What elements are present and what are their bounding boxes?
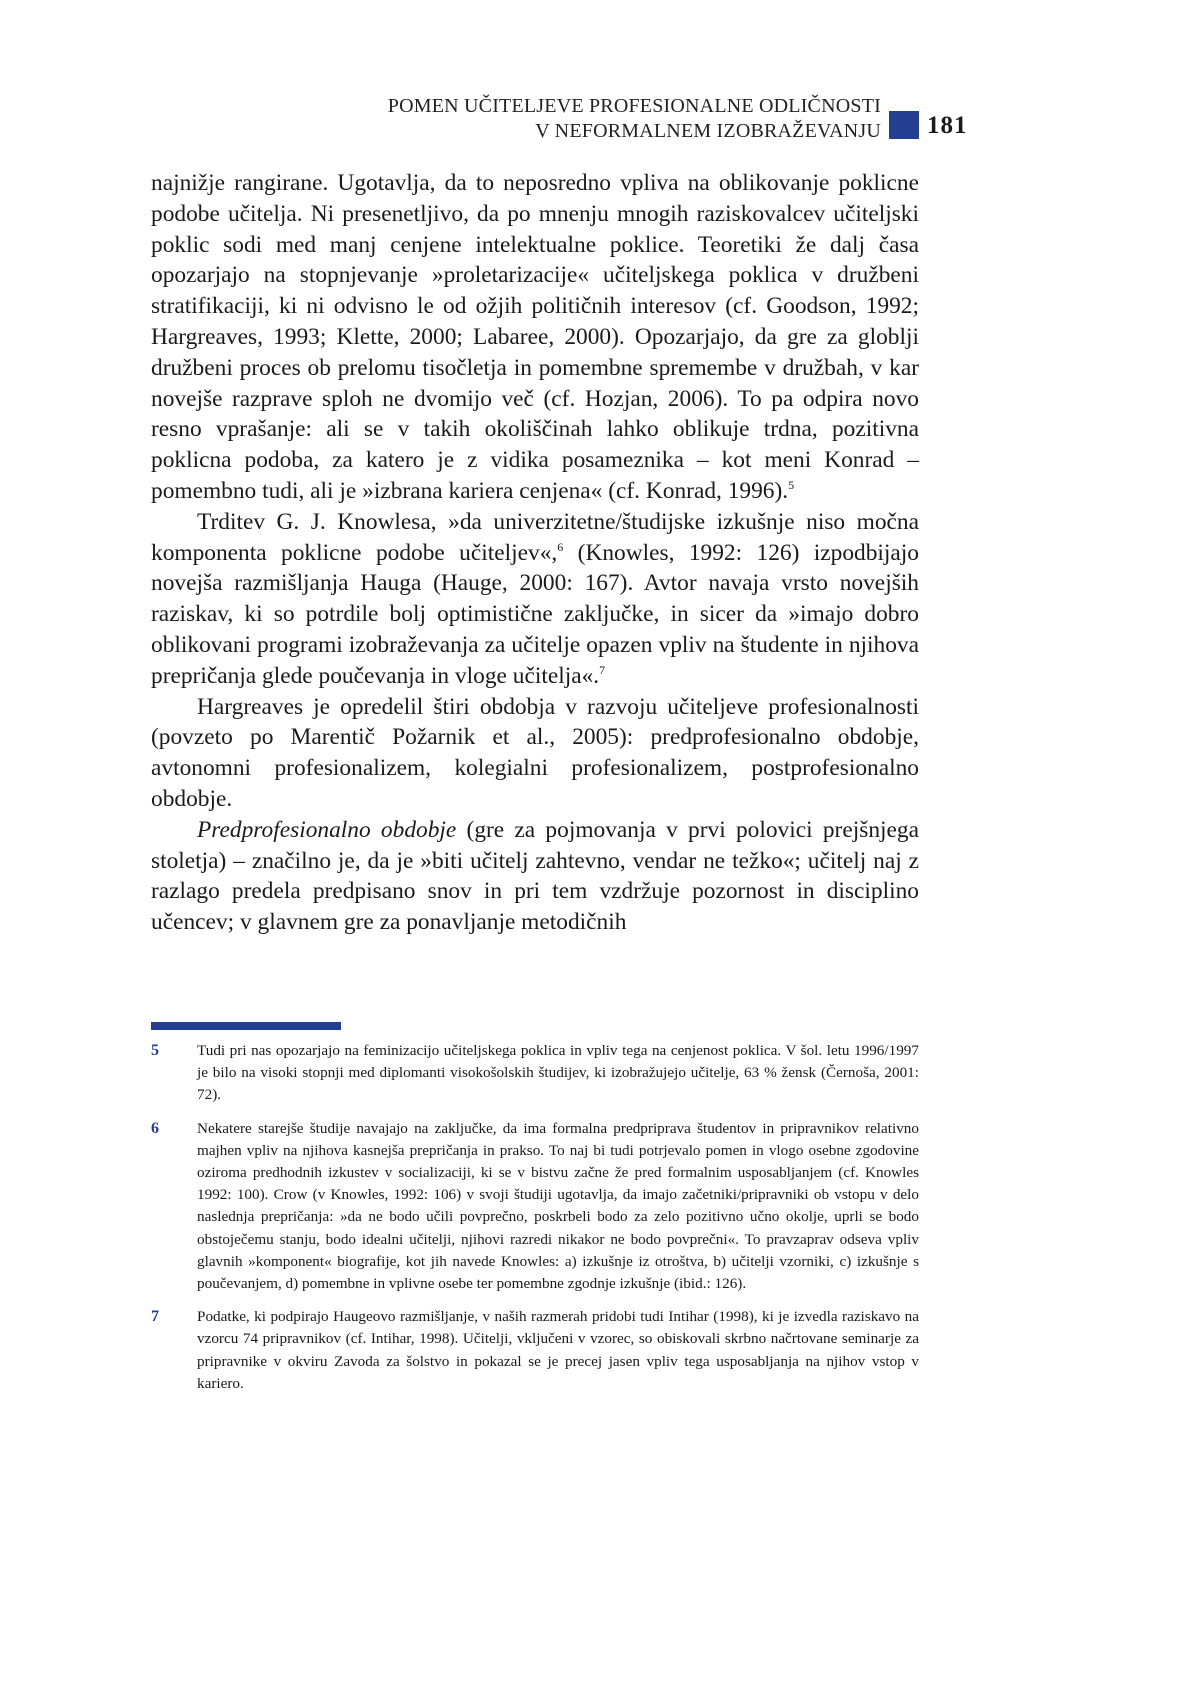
footnote-7 bbox=[151, 1306, 919, 1395]
header-accent-square bbox=[889, 111, 919, 139]
footnote-ref-6[interactable]: 6 bbox=[557, 539, 564, 554]
running-header-line-2: V NEFORMALNEM IZOBRAŽEVANJU bbox=[535, 120, 881, 142]
footnote-ref-5[interactable]: 5 bbox=[788, 477, 795, 492]
footnote-5 bbox=[151, 1040, 919, 1107]
footnote-number: 6 bbox=[151, 1119, 159, 1137]
term-predprofesionalno-obdobje: Predprofesionalno obdobje bbox=[197, 816, 457, 843]
footnote-text: Nekatere starejše študije navajajo na zaključke, da ima formalna predpriprava študentov in pripravnikov relativno majhen vpliv na njihova kasnejša prepričanja in prakso. To naj bi tudi potrjevalo pomen in vlogo osebne zgodovine oziroma predhodnih izkustev v socializaciji, ki se v bistvu začne že pred formalnim usposabljanjem (cf. Knowles 1992: 100). Crow (v Knowles, 1992: 106) v svoji študiji ugotavlja, da imajo začetniki/pripravniki ob vstopu v delo naslednja prepričanja: »da ne bodo učili povprečno, poskrbeli bodo za zelo pozitivno učno okolje, uprli se bodo obstoječemu stanju, bodo idealni učitelji, njihovi razredi nikakor ne bodo povprečni«. To pravzaprav odseva vpliv glavnih »komponent« biografije, kot jih navede Knowles: a) izkušnje iz otroštva, b) učitelji vzorniki, c) izkušnje s poučevanjem, d) pomembne in vplivne osebe ter pomembne zgodnje izkušnje (ibid.: 126). bbox=[197, 1119, 919, 1293]
footnote-number: 5 bbox=[151, 1042, 159, 1059]
footnote-6 bbox=[151, 1118, 919, 1296]
footnotes bbox=[151, 1040, 919, 1406]
paragraph-4: Predprofesionalno obdobje (gre za pojmovanja v prvi polovici prejšnjega stoletja) – značilno je, da je »biti učitelj zahtevno, vendar ne težko«; učitelj naj z razlago predela predpisano snov in pri tem vzdržuje pozornost in disciplino učencev; v glavnem gre za ponavljanje metodičnih bbox=[151, 816, 919, 936]
footnote-text: Tudi pri nas opozarjajo na feminizacijo učiteljskega poklica in vpliv tega na cenjenost poklica. V šol. letu 1996/1997 je bilo na visoki stopnji med diplomanti visokošolskih študijev, ki izobražujejo učitelje, 63 % žensk (Černoša, 2001: 72). bbox=[197, 1042, 919, 1104]
footnote-text: Podatke, ki podpirajo Haugeovo razmišljanje, v naših razmerah pridobi tudi Intihar (1998), ki je izvedla raziskavo na vzorcu 74 pripravnikov (cf. Intihar, 1998). Učitelji, vključeni v vzorec, so obiskovali skrbno načrtovane seminarje za pripravnike v okviru Zavoda za šolstvo in pokazal se je precej jasen vpliv tega usposabljanja na njihov vstop v kariero. bbox=[197, 1308, 919, 1392]
body-text bbox=[151, 168, 919, 938]
running-header-line-1: POMEN UČITELJEVE PROFESIONALNE ODLIČNOSTI bbox=[387, 95, 881, 117]
footnote-separator bbox=[151, 1022, 341, 1030]
paragraph-3: Hargreaves je opredelil štiri obdobja v razvoju učiteljeve profesionalnosti (povzeto po Marentič Požarnik et al., 2005): predprofesionalno obdobje, avtonomni profesionalizem, kolegialni profesionalizem, postprofesionalno obdobje. bbox=[151, 693, 919, 812]
footnote-number: 7 bbox=[151, 1308, 159, 1326]
paragraph-2: Trditev G. J. Knowlesa, »da univerzitetne/študijske izkušnje niso močna komponenta poklicne podobe učiteljev«,$^6$ (Knowles, 1992: 126) izpodbijajo novejša razmišljanja Hauga (Hauge, 2000: 167). Avtor navaja vrsto novejših raziskav, ki so potrdile bolj optimistične zaključke, in sicer da »imajo dobro oblikovani programi izobraževanja za učitelje opazen vpliv na študente in njihova prepričanja glede poučevanja in vloge učitelja«.$^7$ bbox=[151, 508, 919, 689]
running-header bbox=[388, 94, 881, 144]
paragraph-1: najnižje rangirane. Ugotavlja, da to neposredno vpliva na oblikovanje poklicne podobe učitelja. Ni presenetljivo, da po mnenju mnogih raziskovalcev učiteljski poklic sodi med manj cenjene intelektualne poklice. Teoretiki že dalj časa opozarjajo na stopnjevanje »proletarizacije« učiteljskega poklica v družbeni stratifikaciji, ki ni odvisno le od ožjih političnih interesov (cf. Goodson, 1992; Hargreaves, 1993; Klette, 2000; Labaree, 2000). Opozarjajo, da gre za globlji družbeni proces ob prelomu tisočletja in pomembne spremembe v družbah, v kar novejše razprave sploh ne dvomijo več (cf. Hozjan, 2006). To pa odpira novo resno vprašanje: ali se v takih okoliščinah lahko oblikuje trdna, pozitivna poklicna podoba, za katero je z vidika posameznika – kot meni Konrad – pomembno tudi, ali je »izbrana kariera cenjena« (cf. Konrad, 1996).$^5$ bbox=[151, 170, 919, 504]
footnote-ref-7[interactable]: 7 bbox=[599, 662, 606, 677]
page-number: 181 bbox=[927, 112, 968, 139]
